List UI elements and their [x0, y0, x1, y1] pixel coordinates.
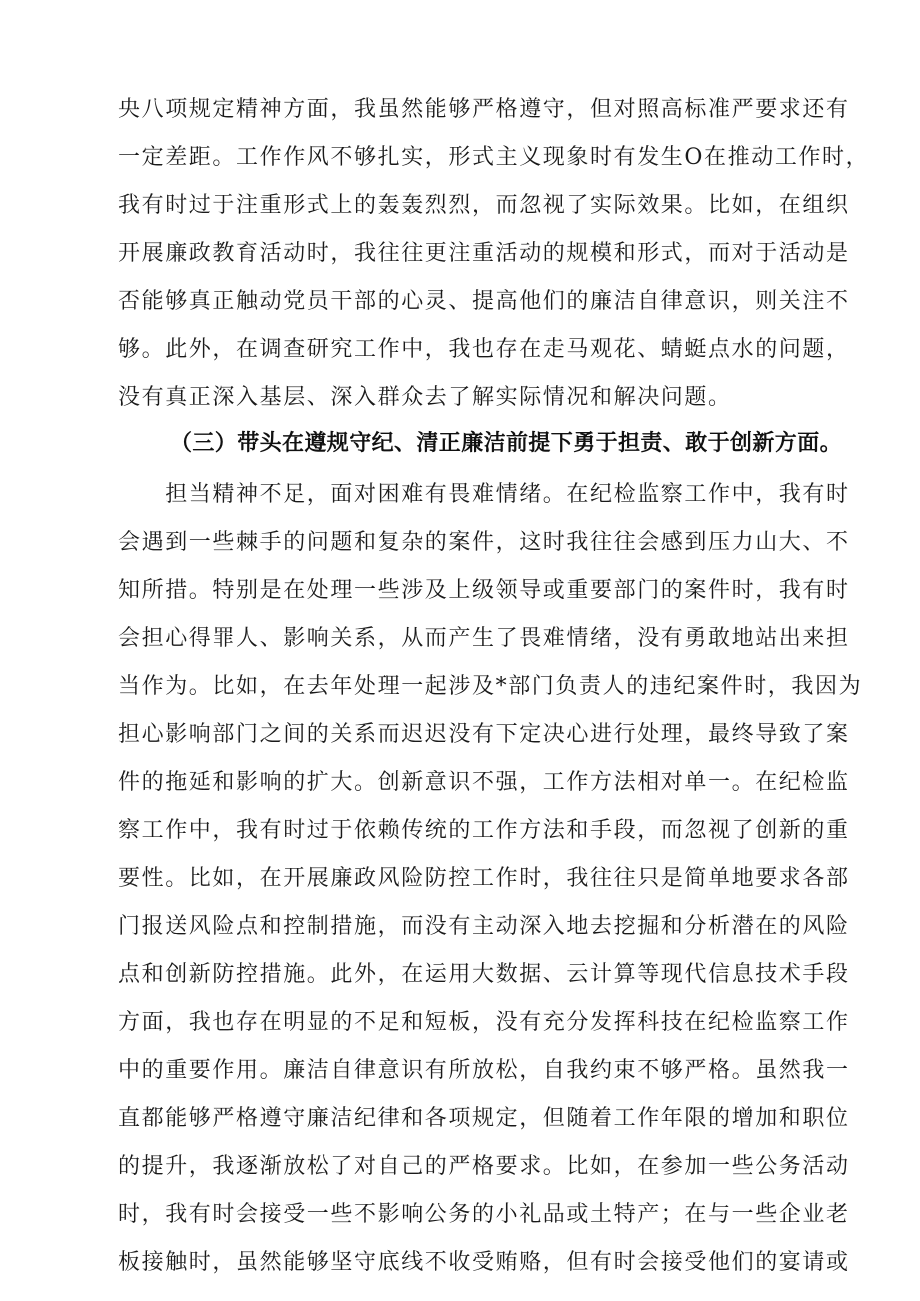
text-line: 知所措。特别是在处理一些涉及上级领导或重要部门的案件时，我有时	[118, 578, 850, 603]
text-line: 我有时过于注重形式上的轰轰烈烈，而忽视了实际效果。比如，在组织	[118, 193, 850, 218]
text-line: 会遇到一些棘手的问题和复杂的案件，这时我往往会感到压力山大、不	[118, 530, 850, 555]
text-line: 要性。比如，在开展廉政风险防控工作时，我往往只是简单地要求各部	[118, 866, 850, 891]
text-line: 央八项规定精神方面，我虽然能够严格遵守，但对照高标准严要求还有	[118, 97, 850, 122]
text-line: 的提升，我逐渐放松了对自己的严格要求。比如，在参加一些公务活动	[118, 1154, 850, 1179]
text-line: 方面，我也存在明显的不足和短板，没有充分发挥科技在纪检监察工作	[118, 1010, 850, 1035]
text-line: 中的重要作用。廉洁自律意识有所放松，自我约束不够严格。虽然我一	[118, 1058, 850, 1083]
text-line: 够。此外，在调查研究工作中，我也存在走马观花、蜻蜓点水的问题，	[118, 337, 850, 362]
text-line: 察工作中，我有时过于依赖传统的工作方法和手段，而忽视了创新的重	[118, 818, 850, 843]
text-line: 一定差距。工作作风不够扎实，形式主义现象时有发生O在推动工作时，	[118, 145, 870, 170]
text-line: 时，我有时会接受一些不影响公务的小礼品或土特产；在与一些企业老	[118, 1202, 850, 1227]
paragraph-central-eight-rules	[118, 86, 870, 422]
text-line: 担心影响部门之间的关系而迟迟没有下定决心进行处理，最终导致了案	[118, 722, 850, 747]
text-line: 当作为。比如，在去年处理一起涉及*部门负责人的违纪案件时，我因为	[118, 674, 863, 699]
text-line: 点和创新防控措施。此外，在运用大数据、云计算等现代信息技术手段	[118, 962, 850, 987]
text-line: 门报送风险点和控制措施，而没有主动深入地去挖掘和分析潜在的风险	[118, 914, 850, 939]
text-line: 否能够真正触动党员干部的心灵、提高他们的廉洁自律意识，则关注不	[118, 289, 850, 314]
section-heading: （三）带头在遵规守纪、清正廉洁前提下勇于担责、敢于创新方面。	[170, 431, 843, 456]
text-line: 担当精神不足，面对困难有畏难情绪。在纪检监察工作中，我有时	[118, 482, 850, 507]
text-line: 没有真正深入基层、深入群众去了解实际情况和解决问题。	[118, 385, 732, 410]
text-line: 开展廉政教育活动时，我往往更注重活动的规模和形式，而对于活动是	[118, 241, 850, 266]
text-line: 板接触时，虽然能够坚守底线不收受贿赂，但有时会接受他们的宴请或	[118, 1250, 850, 1275]
paragraph-responsibility-innovation	[118, 471, 863, 1287]
text-line: 件的拖延和影响的扩大。创新意识不强，工作方法相对单一。在纪检监	[118, 770, 850, 795]
text-line: 会担心得罪人、影响关系，从而产生了畏难情绪，没有勇敢地站出来担	[118, 626, 850, 651]
text-line: 直都能够严格遵守廉洁纪律和各项规定，但随着工作年限的增加和职位	[118, 1106, 850, 1131]
